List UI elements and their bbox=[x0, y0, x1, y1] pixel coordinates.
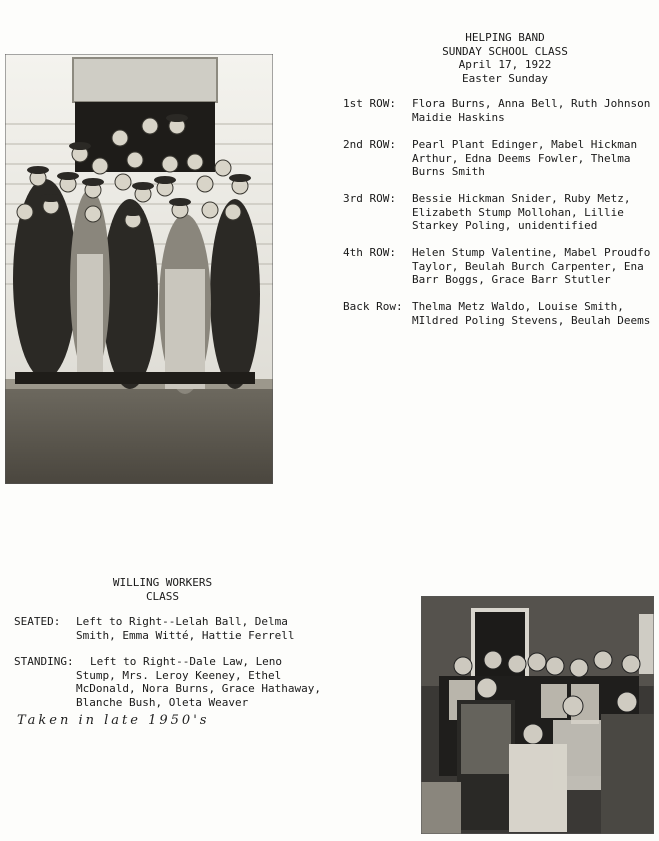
standing-label: STANDING: bbox=[14, 655, 74, 668]
seated-line: Smith, Emma Witté, Hattie Ferrell bbox=[76, 628, 295, 642]
seated-line: Left to Right--Lelah Ball, Delma bbox=[76, 615, 288, 628]
row-line: Pearl Plant Edinger, Mabel Hickman bbox=[412, 138, 638, 151]
row-line: Burns Smith bbox=[412, 165, 485, 178]
willing-workers-heading bbox=[90, 576, 235, 603]
row-label: 1st ROW: bbox=[343, 97, 396, 110]
row-line: Barr Boggs, Grace Barr Stutler bbox=[412, 273, 611, 286]
row-line: Taylor, Beulah Burch Carpenter, Ena bbox=[412, 259, 644, 273]
helping-band-title: HELPING BAND bbox=[465, 31, 545, 44]
standing-names-first bbox=[90, 655, 282, 669]
row-label: 2nd ROW: bbox=[343, 138, 396, 151]
standing-line: Stump, Mrs. Leroy Keeney, Ethel bbox=[76, 668, 282, 682]
class-title: CLASS bbox=[145, 589, 180, 603]
seated-label: SEATED: bbox=[14, 615, 61, 628]
seated-names bbox=[76, 615, 295, 642]
row-line: Thelma Metz Waldo, Louise Smith, bbox=[412, 300, 624, 313]
row-names bbox=[412, 97, 659, 124]
helping-band-class-photo bbox=[5, 54, 273, 484]
row-line: Helen Stump Valentine, Mabel Proudfo bbox=[412, 246, 651, 259]
row-label: Back Row: bbox=[343, 300, 403, 313]
row-line: Bessie Hickman Snider, Ruby Metz, bbox=[412, 192, 631, 205]
row-label: 4th ROW: bbox=[343, 246, 396, 259]
occasion: Easter Sunday bbox=[461, 71, 549, 85]
row-names bbox=[412, 138, 659, 179]
row-names bbox=[412, 246, 659, 287]
row-line: Elizabeth Stump Mollohan, Lillie bbox=[412, 205, 624, 219]
standing-line: McDonald, Nora Burns, Grace Hathaway, bbox=[76, 682, 322, 695]
willing-workers-title: WILLING WORKERS bbox=[112, 576, 213, 589]
row-line: MIldred Poling Stevens, Beulah Deems bbox=[412, 313, 651, 327]
row-label: 3rd ROW: bbox=[343, 192, 396, 205]
row-names bbox=[412, 192, 659, 233]
helping-band-heading bbox=[420, 31, 590, 85]
row-names bbox=[412, 300, 659, 327]
row-line: Flora Burns, Anna Bell, Ruth Johnson bbox=[412, 97, 651, 110]
row-line: Arthur, Edna Deems Fowler, Thelma bbox=[412, 151, 631, 165]
sunday-school-class-title: SUNDAY SCHOOL CLASS bbox=[442, 44, 568, 58]
willing-workers-class-photo bbox=[421, 596, 654, 834]
standing-names-rest bbox=[76, 669, 321, 710]
handwritten-note: Taken in late 1950's bbox=[17, 713, 210, 728]
row-line: Maidie Haskins bbox=[412, 110, 505, 124]
photo-date: April 17, 1922 bbox=[458, 58, 552, 71]
standing-line: Left to Right--Dale Law, Leno bbox=[90, 655, 283, 668]
standing-line: Blanche Bush, Oleta Weaver bbox=[76, 695, 249, 709]
row-line: Starkey Poling, unidentified bbox=[412, 219, 598, 232]
